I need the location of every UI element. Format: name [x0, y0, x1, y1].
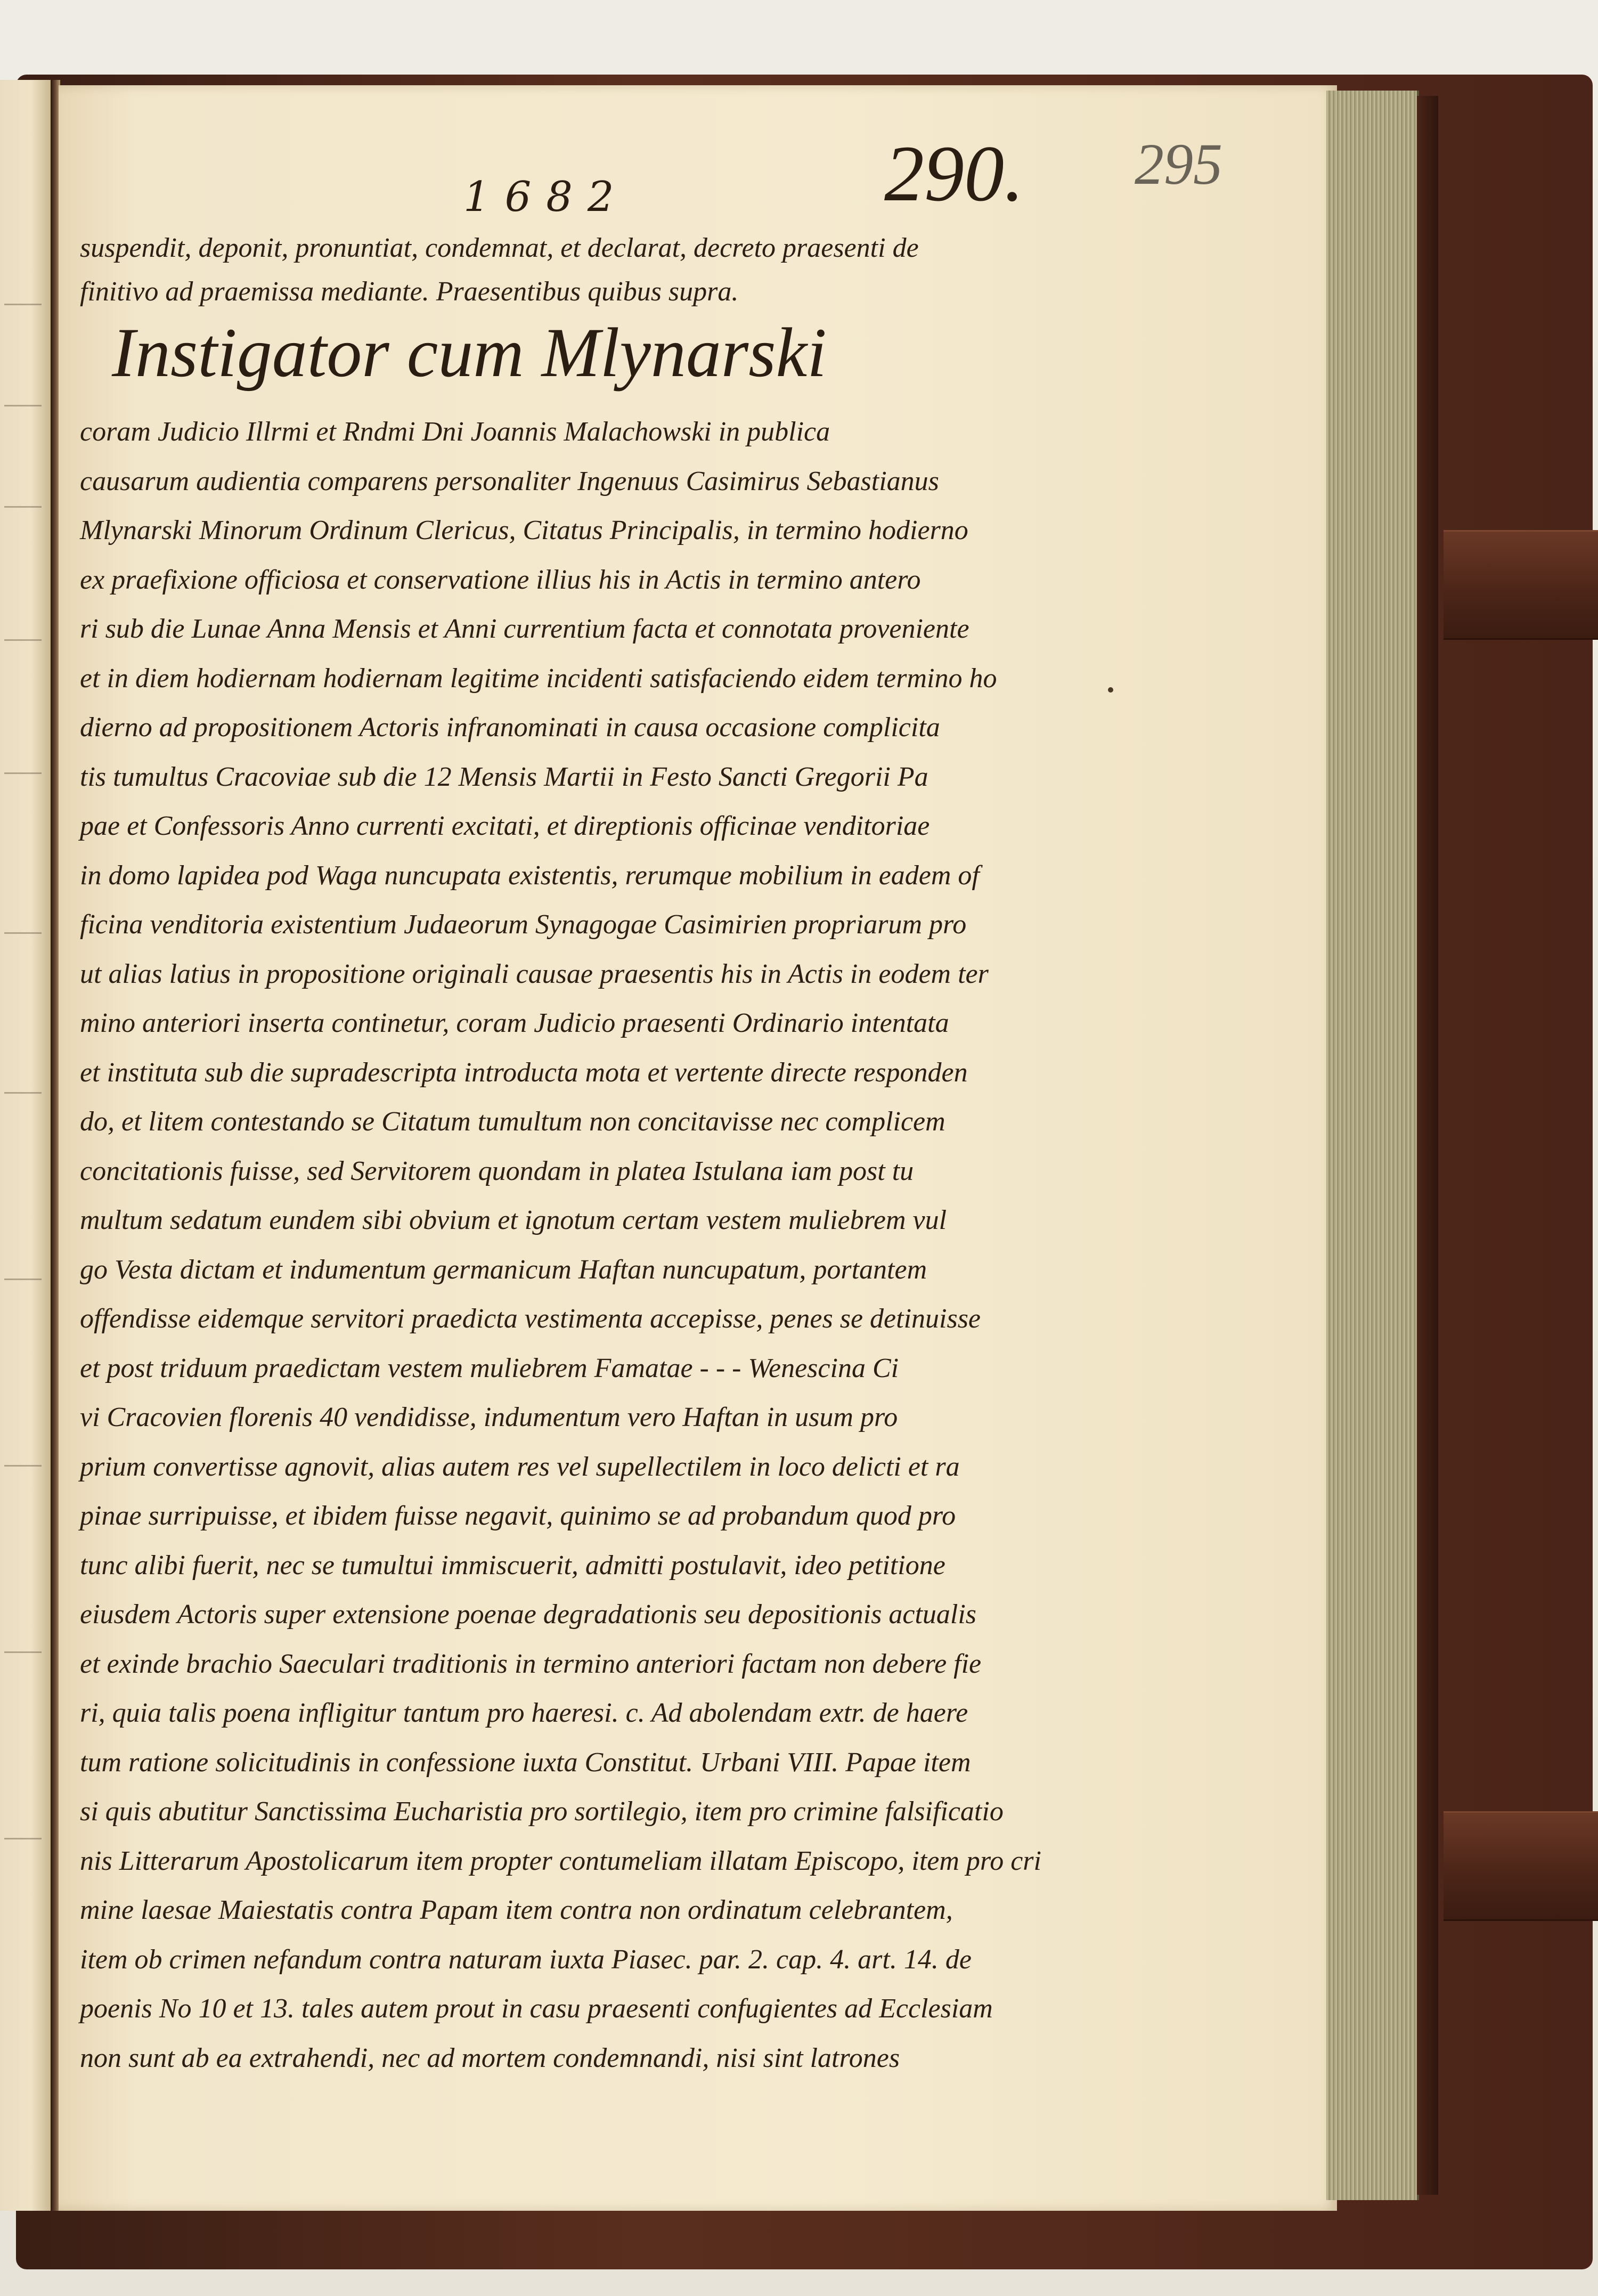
manuscript-line: pae et Confessoris Anno currenti excitati, et direptionis officinae venditoriae	[80, 811, 930, 841]
manuscript-line: go Vesta dictam et indumentum germanicum Haftan nuncupatum, portantem	[80, 1254, 927, 1285]
manuscript-line: do, et litem contestando se Citatum tumultum non concitavisse nec complicem	[80, 1106, 945, 1137]
margin-scribble	[4, 1651, 42, 1653]
entry-heading: Instigator cum Mlynarski	[112, 313, 827, 392]
manuscript-page	[59, 85, 1337, 2211]
manuscript-line: item ob crimen nefandum contra naturam iuxta Piasec. par. 2. cap. 4. art. 14. de	[80, 1944, 972, 1975]
margin-scribble	[4, 639, 42, 641]
manuscript-line: et instituta sub die supradescripta introducta mota et vertente directe responden	[80, 1057, 968, 1088]
manuscript-line: et exinde brachio Saeculari traditionis in termino anteriori factam non debere fie	[80, 1648, 982, 1679]
manuscript-line: pinae surripuisse, et ibidem fuisse negavit, quinimo se ad probandum quod pro	[80, 1501, 956, 1531]
manuscript-line: Mlynarski Minorum Ordinum Clericus, Citatus Principalis, in termino hodierno	[80, 515, 968, 545]
year-heading: 1682	[463, 173, 629, 221]
left-page-edge	[0, 80, 54, 2211]
folio-number-ink: 290.	[884, 129, 1024, 218]
manuscript-line: coram Judicio Illrmi et Rndmi Dni Joannis Malachowski in publica	[80, 417, 830, 447]
manuscript-line: ex praefixione officiosa et conservatione illius his in Actis in termino antero	[80, 564, 921, 595]
ink-spot	[1108, 687, 1113, 693]
margin-scribble	[4, 772, 42, 774]
manuscript-line: ri, quia talis poena infligitur tantum pro haeresi. c. Ad abolendam extr. de haere	[80, 1698, 968, 1728]
margin-scribble	[4, 1092, 42, 1094]
margin-scribble	[4, 304, 42, 305]
margin-scribble	[4, 405, 42, 406]
manuscript-line: ficina venditoria existentium Judaeorum Synagogae Casimirien propriarum pro	[80, 909, 967, 940]
manuscript-line: et post triduum praedictam vestem muliebrem Famatae - - - Wenescina Ci	[80, 1353, 899, 1383]
margin-scribble	[4, 1279, 42, 1280]
folio-number-pencil: 295	[1135, 132, 1222, 197]
manuscript-line: finitivo ad praemissa mediante. Praesentibus quibus supra.	[80, 276, 739, 307]
manuscript-line: causarum audientia comparens personaliter Ingenuus Casimirus Sebastianus	[80, 466, 939, 496]
margin-scribble	[4, 1465, 42, 1467]
manuscript-line: vi Cracovien florenis 40 vendidisse, indumentum vero Haftan in usum pro	[80, 1402, 898, 1432]
manuscript-line: tunc alibi fuerit, nec se tumultui immiscuerit, admitti postulavit, ideo petitione	[80, 1550, 945, 1581]
manuscript-line: mine laesae Maiestatis contra Papam item contra non ordinatum celebrantem,	[80, 1895, 953, 1925]
manuscript-line: nis Litterarum Apostolicarum item propter contumeliam illatam Episcopo, item pro cri	[80, 1845, 1041, 1876]
manuscript-line: tis tumultus Cracoviae sub die 12 Mensis Martii in Festo Sancti Gregorii Pa	[80, 761, 928, 792]
manuscript-line: ri sub die Lunae Anna Mensis et Anni currentium facta et connotata proveniente	[80, 614, 969, 644]
manuscript-line: concitationis fuisse, sed Servitorem quondam in platea Istulana iam post tu	[80, 1155, 914, 1186]
margin-scribble	[4, 506, 42, 508]
leather-strap-upper	[1444, 530, 1598, 640]
manuscript-line: si quis abutitur Sanctissima Eucharistia pro sortilegio, item pro crimine falsificatio	[80, 1796, 1004, 1827]
manuscript-line: et in diem hodiernam hodiernam legitime incidenti satisfaciendo eidem termino ho	[80, 663, 997, 694]
margin-scribble	[4, 1838, 42, 1839]
manuscript-line: eiusdem Actoris super extensione poenae degradationis seu depositionis actualis	[80, 1599, 977, 1630]
leather-strap-lower	[1444, 1811, 1598, 1921]
manuscript-line: suspendit, deponit, pronuntiat, condemnat, et declarat, decreto praesenti de	[80, 233, 919, 263]
manuscript-line: non sunt ab ea extrahendi, nec ad mortem condemnandi, nisi sint latrones	[80, 2042, 900, 2073]
cover-edge	[1417, 96, 1438, 2195]
manuscript-line: poenis No 10 et 13. tales autem prout in casu praesenti confugientes ad Ecclesiam	[80, 1993, 993, 2024]
manuscript-line: in domo lapidea pod Waga nuncupata existentis, rerumque mobilium in eadem of	[80, 860, 980, 891]
manuscript-line: tum ratione solicitudinis in confessione iuxta Constitut. Urbani VIII. Papae item	[80, 1747, 971, 1778]
manuscript-line: ut alias latius in propositione originali causae praesentis his in Actis in eodem ter	[80, 958, 989, 989]
manuscript-line: offendisse eidemque servitori praedicta vestimenta accepisse, penes se detinuisse	[80, 1304, 981, 1334]
margin-scribble	[4, 932, 42, 934]
page-edges	[1326, 91, 1419, 2200]
manuscript-line: multum sedatum eundem sibi obvium et ignotum certam vestem muliebrem vul	[80, 1205, 947, 1235]
manuscript-line: prium convertisse agnovit, alias autem res vel supellectilem in loco delicti et ra	[80, 1451, 960, 1482]
manuscript-line: mino anteriori inserta continetur, coram Judicio praesenti Ordinario intentata	[80, 1008, 949, 1038]
manuscript-line: dierno ad propositionem Actoris infranominati in causa occasione complicita	[80, 712, 940, 743]
